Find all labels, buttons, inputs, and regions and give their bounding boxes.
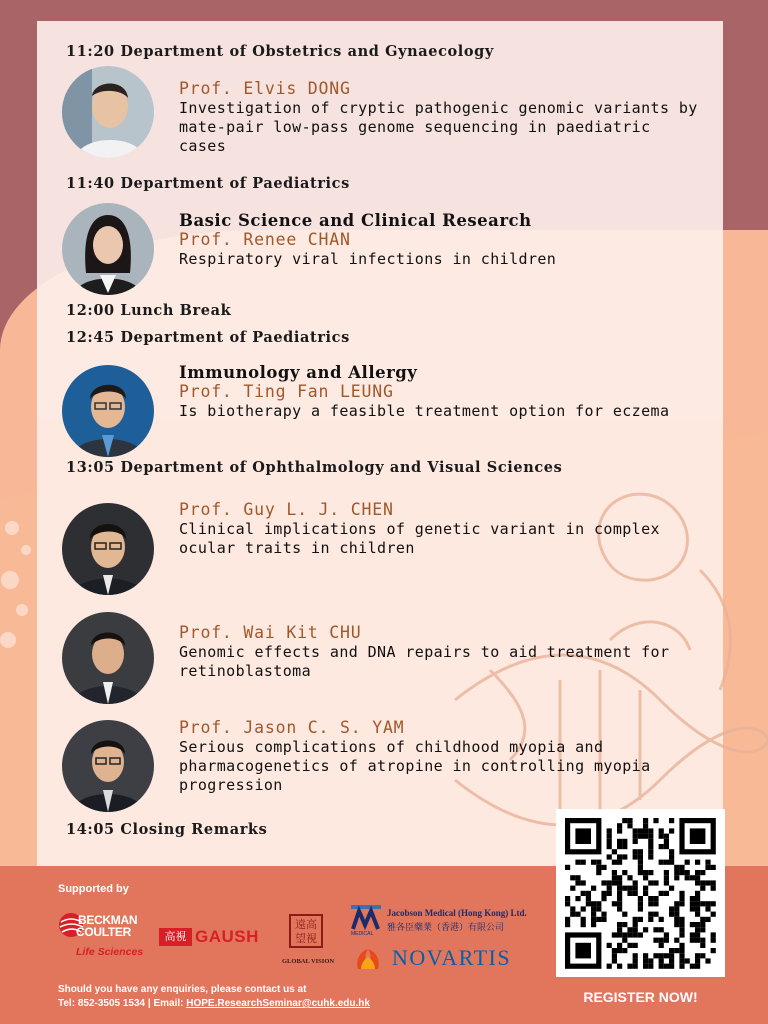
novartis-flame-icon <box>355 945 381 971</box>
speaker-name: Prof. Guy L. J. CHEN <box>179 500 394 519</box>
speaker-entry <box>179 718 699 795</box>
speaker-photo-avatar <box>62 203 154 295</box>
speaker-name: Prof. Jason C. S. YAM <box>179 718 405 737</box>
novartis-logo <box>355 945 525 973</box>
speaker-name: Prof. Renee CHAN <box>179 230 351 249</box>
speaker-entry <box>179 363 699 421</box>
speaker-topic: Genomic effects and DNA repairs to aid treatment for retinoblastoma <box>179 643 670 680</box>
speaker-photo-avatar <box>62 612 154 704</box>
session-title: Basic Science and Clinical Research <box>179 211 532 230</box>
speaker-photo-avatar <box>62 365 154 457</box>
global-vision-text: GLOBAL VISION <box>282 958 335 965</box>
speaker-name: Prof. Ting Fan LEUNG <box>179 382 394 401</box>
speaker-topic: Clinical implications of genetic variant in complex ocular traits in children <box>179 520 660 557</box>
life-sciences-text: Life Sciences <box>76 946 144 958</box>
register-now-label[interactable]: REGISTER NOW! <box>583 989 698 1005</box>
beckman-text: BECKMAN <box>78 913 138 927</box>
speaker-name: Prof. Wai Kit CHU <box>179 623 362 642</box>
beckman-coulter-logo <box>56 910 156 970</box>
jacobson-medical-logo <box>351 903 531 939</box>
qr-code-graphic <box>556 809 725 977</box>
speaker-entry <box>179 211 699 269</box>
schedule-time-row: 13:05 Department of Ophthalmology and Visual Sciences <box>66 459 563 476</box>
speaker-topic: Investigation of cryptic pathogenic genomic variants by mate-pair low-pass genome sequencing in paediatric cases <box>179 99 698 155</box>
session-title: Immunology and Allergy <box>179 363 418 382</box>
speaker-topic: Respiratory viral infections in children <box>179 250 557 268</box>
gaush-text: GAUSH <box>195 927 259 946</box>
email-link[interactable]: HOPE.ResearchSeminar@cuhk.edu.hk <box>186 998 370 1009</box>
gaush-logo <box>159 927 271 949</box>
qr-code[interactable] <box>556 809 725 977</box>
supported-by-label: Supported by <box>58 883 129 895</box>
gaush-chinese-mark: 高視 <box>159 928 192 946</box>
speaker-entry <box>179 500 699 558</box>
speaker-photo-avatar <box>62 66 154 158</box>
coulter-text: COULTER <box>76 925 132 939</box>
speaker-photo-avatar <box>62 503 154 595</box>
jacobson-medical-small-text: MEDICAL <box>351 931 374 937</box>
tel-text: Tel: 852-3505 1534 | Email: <box>58 998 187 1009</box>
jacobson-english-text: Jacobson Medical (Hong Kong) Ltd. <box>387 908 527 918</box>
speaker-topic: Is biotherapy a feasible treatment option for eczema <box>179 402 670 420</box>
speaker-entry <box>179 623 699 681</box>
speaker-entry <box>179 79 699 156</box>
novartis-text: NOVARTIS <box>392 945 512 970</box>
enquiry-text: Should you have any enquiries, please contact us at <box>58 984 307 995</box>
speaker-name: Prof. Elvis DONG <box>179 79 351 98</box>
schedule-time-row: 14:05 Closing Remarks <box>66 821 268 838</box>
jacobson-chinese-text: 雅各臣藥業（香港）有限公司 <box>387 923 505 933</box>
schedule-time-row: 12:00 Lunch Break <box>66 302 232 319</box>
schedule-time-row: 12:45 Department of Paediatrics <box>66 329 350 346</box>
contact-line <box>58 998 370 1009</box>
speaker-photo-avatar <box>62 720 154 812</box>
global-vision-logo <box>282 914 335 968</box>
schedule-time-row: 11:20 Department of Obstetrics and Gynaecology <box>66 43 494 60</box>
speaker-topic: Serious complications of childhood myopia and pharmacogenetics of atropine in controlling myopia progression <box>179 738 651 794</box>
jacobson-m-icon <box>351 905 381 931</box>
global-vision-seal: 遠高 望視 <box>289 914 323 948</box>
schedule-time-row: 11:40 Department of Paediatrics <box>66 175 350 192</box>
